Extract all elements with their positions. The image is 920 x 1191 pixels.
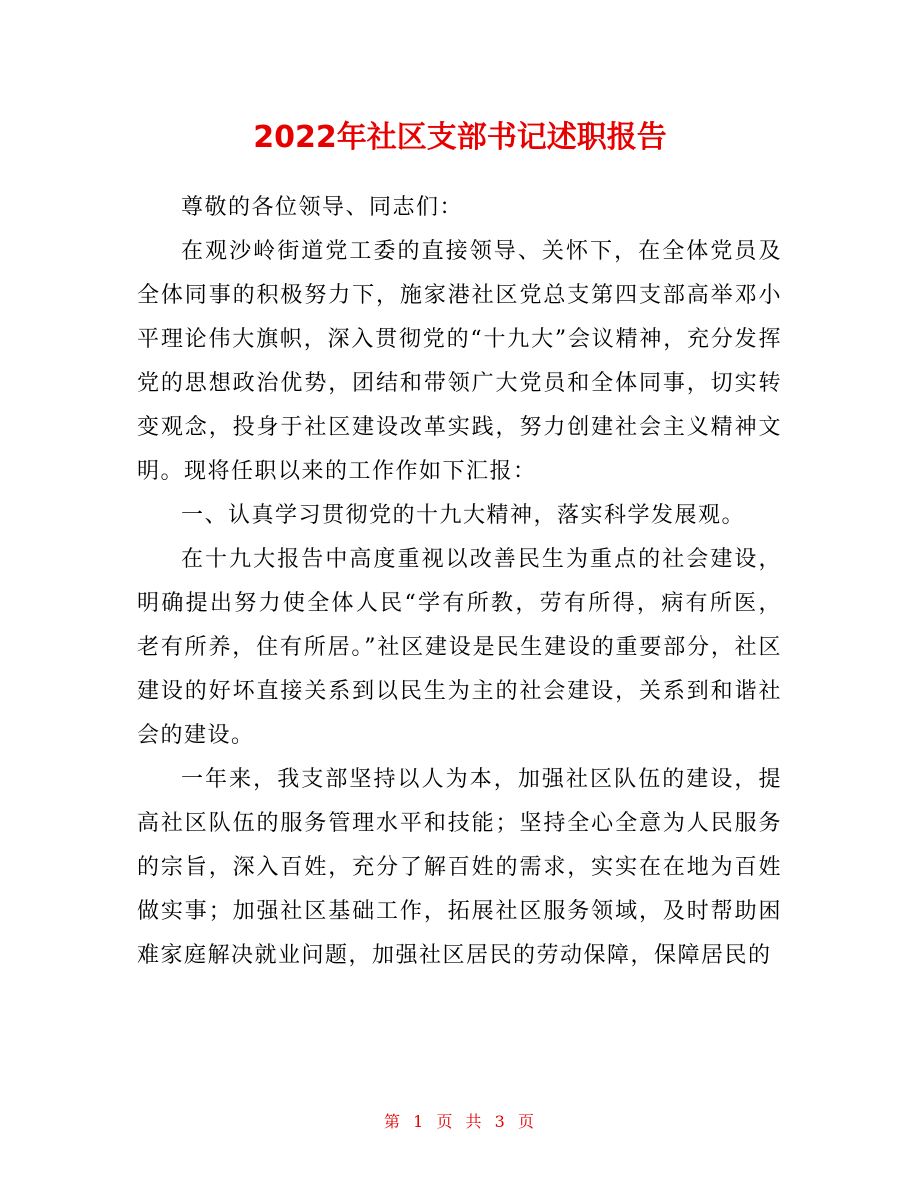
body-paragraph: 在十九大报告中高度重视以改善民生为重点的社会建设，明确提出努力使全体人民“学有所教，劳有所得，病有所医，老有所养，住有所居。”社区建设是民生建设的重要部分，社区建设的好坏直接关系到以民生为主的社会建设，关系到和谐社会的建设。 xyxy=(137,547,782,748)
page-label: 页 xyxy=(436,1112,455,1131)
page-prefix: 第 xyxy=(384,1112,403,1131)
document-title: 2022年社区支部书记述职报告 xyxy=(253,120,667,155)
current-page-number: 1 xyxy=(413,1112,426,1131)
document-body xyxy=(137,186,782,978)
page-footer xyxy=(0,1110,920,1134)
total-pages-number: 3 xyxy=(494,1112,507,1131)
section-heading-paragraph: 一、认真学习贯彻党的十九大精神，落实科学发展观。 xyxy=(181,503,746,528)
salutation-paragraph: 尊敬的各位领导、同志们： xyxy=(181,195,464,220)
total-suffix: 页 xyxy=(517,1112,536,1131)
total-prefix: 共 xyxy=(465,1112,484,1131)
intro-paragraph: 在观沙岭街道党工委的直接领导、关怀下，在全体党员及全体同事的积极努力下，施家港社区党总支第四支部高举邓小平理论伟大旗帜，深入贯彻党的“十九大”会议精神，充分发挥党的思想政治优势，团结和带领广大党员和全体同事，切实转变观念，投身于社区建设改革实践，努力创建社会主义精神文明。现将任职以来的工作作如下汇报： xyxy=(137,239,782,484)
body-paragraph: 一年来，我支部坚持以人为本，加强社区队伍的建设，提高社区队伍的服务管理水平和技能；坚持全心全意为人民服务的宗旨，深入百姓，充分了解百姓的需求，实实在在地为百姓做实事；加强社区基础工作，拓展社区服务领域，及时帮助困难家庭解决就业问题，加强社区居民的劳动保障，保障居民的 xyxy=(137,767,782,968)
